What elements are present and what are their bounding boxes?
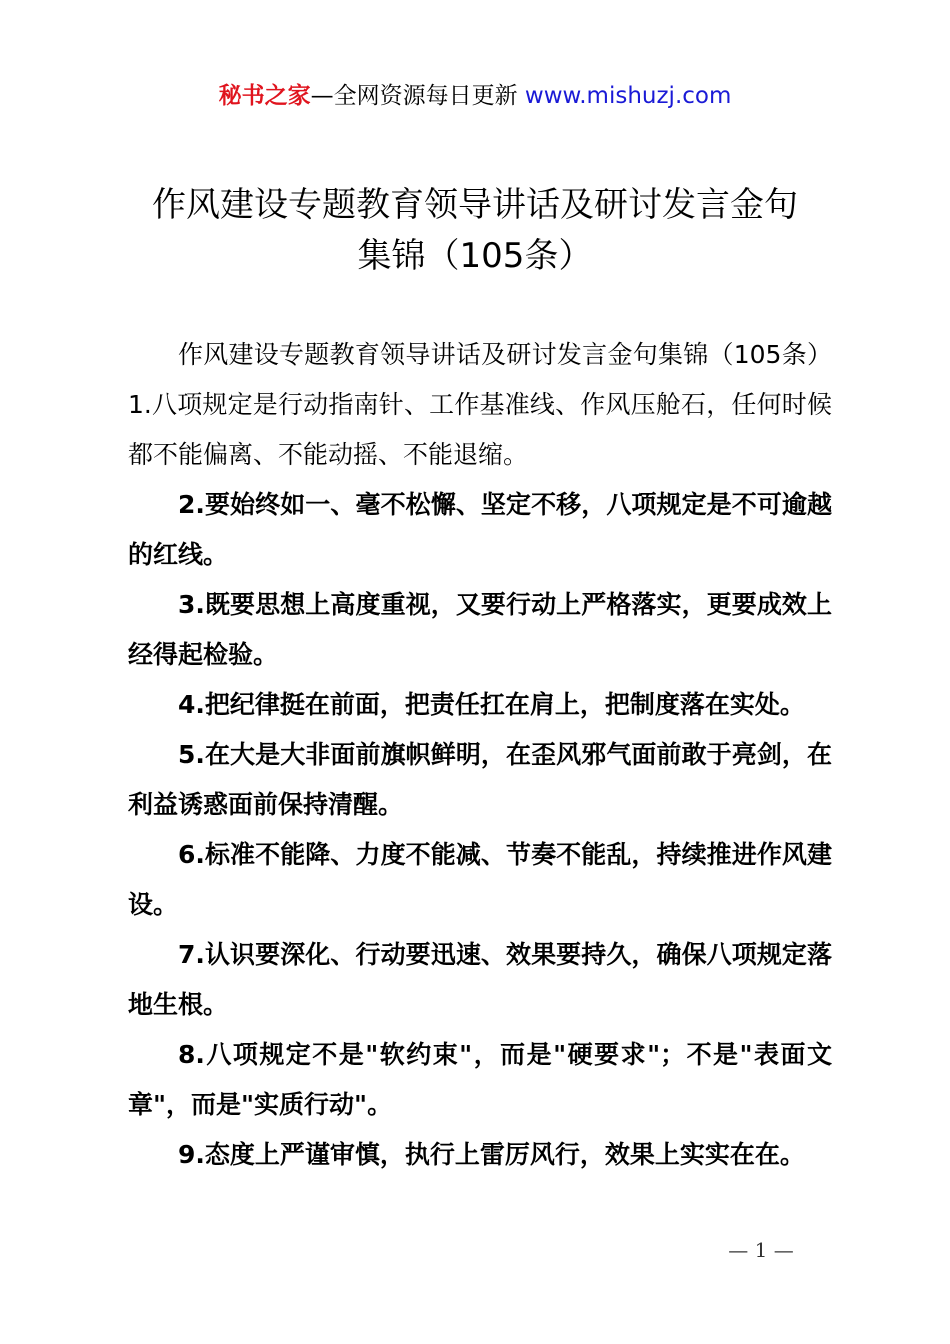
paragraph-8: 8.八项规定不是"软约束"，而是"硬要求"；不是"表面文章"，而是"实质行动"。 (128, 1040, 832, 1119)
site-slogan: —全网资源每日更新 (310, 83, 525, 109)
document-title (100, 180, 850, 282)
site-url-link[interactable]: www.mishuzj.com (524, 83, 732, 109)
title-line-1: 作风建设专题教育领导讲话及研讨发言金句 (152, 185, 798, 225)
page-number: — 1 — (728, 1238, 794, 1262)
site-header (0, 80, 950, 112)
paragraph-9: 9.态度上严谨审慎，执行上雷厉风行，效果上实实在在。 (178, 1140, 805, 1169)
site-brand: 秘书之家 (218, 83, 311, 109)
paragraph-3: 3.既要思想上高度重视，又要行动上严格落实，更要成效上经得起检验。 (128, 590, 832, 669)
document-body (128, 330, 832, 1180)
paragraph-6: 6.标准不能降、力度不能减、节奏不能乱，持续推进作风建设。 (128, 840, 832, 919)
paragraph-1: 作风建设专题教育领导讲话及研讨发言金句集锦（105条）1.八项规定是行动指南针、工作基准线、作风压舱石，任何时候都不能偏离、不能动摇、不能退缩。 (128, 340, 832, 469)
paragraph-4: 4.把纪律挺在前面，把责任扛在肩上，把制度落在实处。 (178, 690, 805, 719)
paragraph-7: 7.认识要深化、行动要迅速、效果要持久，确保八项规定落地生根。 (128, 940, 832, 1019)
paragraph-2: 2.要始终如一、毫不松懈、坚定不移，八项规定是不可逾越的红线。 (128, 490, 832, 569)
title-line-2: 集锦（105条） (357, 236, 593, 276)
paragraph-5: 5.在大是大非面前旗帜鲜明，在歪风邪气面前敢于亮剑，在利益诱惑面前保持清醒。 (128, 740, 832, 819)
